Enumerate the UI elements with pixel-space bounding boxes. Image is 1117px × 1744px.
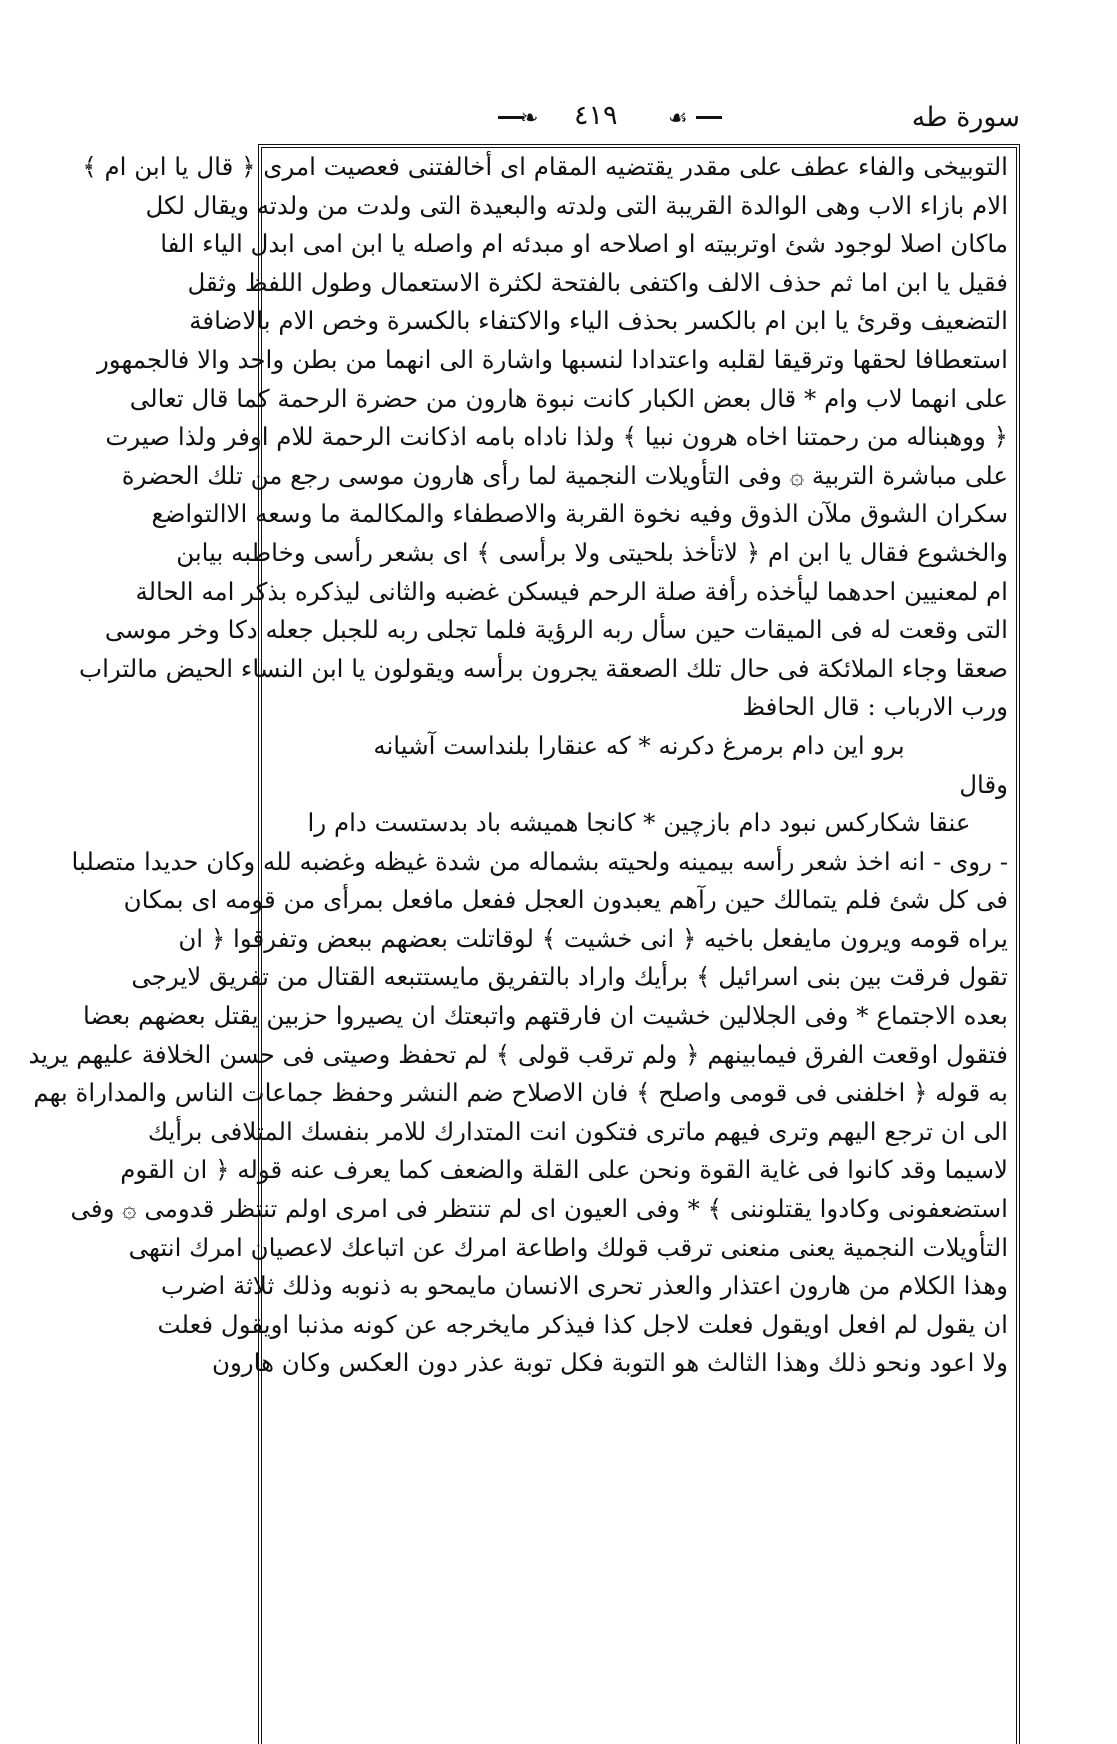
text-line: فتقول اوقعت الفرق فيمابينهم ﴿ ولم ترقب قولى ﴾ لم تحفظ وصيتى فى حسن الخلافة عليهم يريد bbox=[28, 1039, 1008, 1069]
text-line: وقال bbox=[959, 769, 1008, 799]
text-line: تقول فرقت بين بنى اسرائيل ﴾ برأيك واراد بالتفريق مايستتبعه القتال من تفريق لايرجى bbox=[131, 962, 1008, 992]
text-line: سكران الشوق ملآن الذوق وفيه نخوة القربة والاصطفاء والمكالمة ما وسعه الاالتواضع bbox=[151, 499, 1008, 529]
text-line: يراه قومه ويرون مايفعل باخيه ﴿ انى خشيت ﴾ لوقاتلت بعضهم ببعض وتفرقوا ﴿ ان bbox=[178, 923, 1008, 953]
text-line: الام بازاء الاب وهى الوالدة القريبة التى ولدته والبعيدة التى ولدت من ولدته ويقال لكل bbox=[145, 190, 1008, 220]
ornament-left-icon: ❧ bbox=[520, 106, 539, 131]
header-dash-right bbox=[696, 116, 722, 119]
text-line: به قوله ﴿ اخلفنى فى قومى واصلح ﴾ فان الاصلاح ضم النشر وحفظ جماعات الناس والمداراة بهم bbox=[33, 1078, 1008, 1108]
text-line: والخشوع فقال يا ابن ام ﴿ لاتأخذ بلحيتى ولا برأسى ﴾ اى بشعر رأسى وخاطبه بيابن bbox=[176, 537, 1008, 567]
text-line: التوبيخى والفاء عطف على مقدر يقتضيه المقام اى أخالفتنى فعصيت امرى ﴿ قال يا ابن ام ﴾ bbox=[82, 152, 1008, 181]
text-line: استعطافا لحقها وترقيقا لقلبه واعتدادا لنسبها واشارة الى انهما من بطن واحد والا فالجمهور bbox=[96, 344, 1008, 374]
text-line: ان يقول لم افعل اويقول فعلت لاجل كذا فيذكر مايخرجه عن كونه مذنبا اويقول فعلت bbox=[157, 1309, 1008, 1339]
text-line: التأويلات النجمية يعنى منعنى ترقب قولك واطاعة امرك عن اتباعك لاعصيان امرك انتهى bbox=[128, 1232, 1008, 1262]
page-header bbox=[258, 96, 1020, 142]
text-line: الى ان ترجع اليهم وترى فيهم ماترى فتكون انت المتدارك للامر بنفسك المتلافى برأيك bbox=[147, 1116, 1008, 1146]
text-line: صعقا وجاء الملائكة فى حال تلك الصعقة يجرون برأسه ويقولون يا ابن النساء الحيض مالتراب bbox=[79, 653, 1008, 683]
surah-name: سورة طه bbox=[911, 102, 1020, 133]
text-line: التضعيف وقرئ يا ابن ام بالكسر بحذف الياء والاكتفاء بالكسرة وخص الام بالاضافة bbox=[189, 306, 1008, 336]
text-line: ورب الارباب : قال الحافظ bbox=[742, 692, 1008, 722]
text-line: لاسيما وقد كانوا فى غاية القوة ونحن على القلة والضعف كما يعرف عنه قوله ﴿ ان القوم bbox=[120, 1155, 1008, 1185]
page-body bbox=[28, 148, 1008, 1383]
text-line: فقيل يا ابن اما ثم حذف الالف واكتفى بالفتحة لكثرة الاستعمال وطول اللفظ وثقل bbox=[187, 267, 1008, 297]
text-line: على انهما لاب وام * قال بعض الكبار كانت نبوة هارون من حضرة الرحمة كما قال تعالى bbox=[129, 383, 1008, 413]
text-line: ﴿ ووهبناله من رحمتنا اخاه هرون نبيا ﴾ ولذا ناداه بامه اذكانت الرحمة للام اوفر ولذا صيرت bbox=[105, 422, 1008, 452]
text-line: ماكان اصلا لوجود شئ اوتربيته او اصلاحه او مبدئه ام واصله يا ابن امى ابدل الياء الفا bbox=[160, 229, 1008, 259]
poem-verse: عنقا شكاركس نبود دام بازچين * كانجا هميشه باد بدستست دام را bbox=[307, 808, 971, 838]
text-line: ولا اعود ونحو ذلك وهذا الثالث هو التوبة فكل توبة عذر دون العكس وكان هارون bbox=[211, 1348, 1008, 1378]
text-line: على مباشرة التربية ۞ وفى التأويلات النجمية لما رأى هارون موسى رجع من تلك الحضرة bbox=[121, 460, 1008, 490]
text-line: فى كل شئ فلم يتمالك حين رآهم يعبدون العجل ففعل مافعل بمرأى من قومه اى بمكان bbox=[123, 885, 1008, 915]
text-line: استضعفونى وكادوا يقتلوننى ﴾ * وفى العيون اى لم تنتظر فى امرى اولم تنتظر قدومى ۞ وفى bbox=[70, 1194, 1008, 1224]
poem-verse: برو اين دام برمرغ دكرنه * كه عنقارا بلنداست آشيانه bbox=[373, 730, 905, 760]
text-line: ام لمعنيين احدهما ليأخذه رأفة صلة الرحم فيسكن غضبه والثانى ليذكره بذكر امه الحالة bbox=[135, 576, 1008, 606]
text-line: بعده الاجتماع * وفى الجلالين خشيت ان فارقتهم واتبعتك ان يصيروا حزبين يقتل بعضهم بعضا bbox=[83, 1001, 1008, 1031]
text-line: - روى - انه اخذ شعر رأسه بيمينه ولحيته بشماله من شدة غيظه وغضبه لله وكان حديدا متصلبا bbox=[71, 846, 1008, 876]
text-line: وهذا الكلام من هارون اعتذار والعذر تحرى الانسان مايمحو به ذنوبه وذلك ثلاثة اضرب bbox=[160, 1271, 1008, 1301]
text-line: التى وقعت له فى الميقات حين سأل ربه الرؤية فلما تجلى ربه للجبل جعله دكا وخر موسى bbox=[104, 615, 1008, 645]
page-number: ٤١٩ bbox=[574, 100, 618, 131]
ornament-right-icon: ☙ bbox=[668, 106, 688, 131]
